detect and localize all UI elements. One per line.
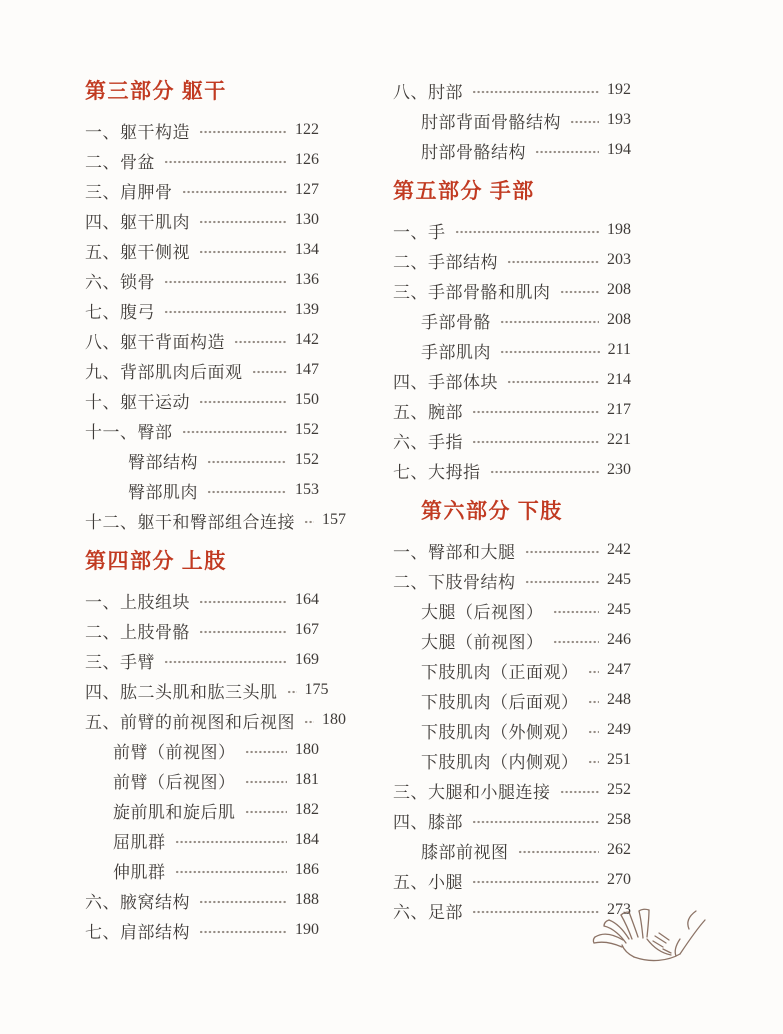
toc-entry	[85, 145, 319, 175]
toc-entry	[85, 175, 319, 205]
toc-entry-page-number: 247	[607, 661, 631, 678]
section-heading: 第六部分 下肢	[421, 499, 563, 523]
dotted-leader	[199, 248, 287, 256]
toc-entry-page-number: 153	[295, 481, 319, 498]
dotted-leader	[525, 578, 600, 586]
toc-entry-label: 七、肩部结构	[85, 922, 190, 942]
toc-entry-label: 五、腕部	[393, 402, 463, 422]
dotted-leader	[588, 728, 600, 736]
dotted-leader	[199, 628, 287, 636]
toc-entry-page-number: 193	[607, 111, 631, 128]
toc-entry-label: 旋前肌和旋后肌	[113, 802, 236, 822]
toc-entry-label: 六、足部	[393, 902, 463, 922]
toc-entry-label: 三、手部骨骼和肌肉	[393, 282, 551, 302]
toc-entry-page-number: 182	[295, 801, 319, 818]
toc-entry-label: 大腿（前视图）	[421, 632, 544, 652]
toc-entry	[85, 265, 319, 295]
dotted-leader	[199, 398, 287, 406]
toc-entry-page-number: 208	[607, 311, 631, 328]
toc-entry-label: 十二、躯干和臀部组合连接	[85, 512, 295, 532]
toc-entry-page-number: 152	[295, 421, 319, 438]
toc-entry-page-number: 180	[295, 741, 319, 758]
section-heading: 第四部分 上肢	[85, 549, 227, 573]
toc-entry	[393, 365, 631, 395]
dotted-leader	[518, 848, 600, 856]
dotted-leader	[472, 878, 599, 886]
toc-entry	[85, 585, 319, 615]
dotted-leader	[455, 228, 600, 236]
toc-entry-label: 下肢肌肉（外侧观）	[421, 722, 579, 742]
toc-entry	[85, 705, 346, 735]
toc-entry-label: 下肢肌肉（后面观）	[421, 692, 579, 712]
toc-entry-page-number: 252	[607, 781, 631, 798]
toc-entry-label: 六、锁骨	[85, 272, 155, 292]
toc-entry-page-number: 251	[607, 751, 631, 768]
toc-entry-page-number: 186	[295, 861, 319, 878]
section-heading: 第三部分 躯干	[85, 79, 227, 103]
dotted-leader	[304, 518, 314, 526]
toc-entry	[393, 215, 631, 245]
dotted-leader	[570, 118, 599, 126]
toc-entry	[393, 805, 631, 835]
dotted-leader	[207, 488, 287, 496]
toc-entry	[85, 675, 329, 705]
toc-entry-label: 二、手部结构	[393, 252, 498, 272]
toc-entry-label: 屈肌群	[113, 832, 166, 852]
toc-entry-label: 五、小腿	[393, 872, 463, 892]
toc-column-left	[85, 75, 346, 945]
toc-entry-label: 前臂（前视图）	[113, 742, 236, 762]
toc-entry-page-number: 245	[607, 601, 631, 618]
toc-entry-label: 二、下肢骨结构	[393, 572, 516, 592]
toc-entry-page-number: 142	[295, 331, 319, 348]
toc-entry-page-number: 230	[607, 461, 631, 478]
toc-entry-label: 四、肱二头肌和肱三头肌	[85, 682, 278, 702]
toc-entry-label: 八、肘部	[393, 82, 463, 102]
toc-entry-page-number: 248	[607, 691, 631, 708]
dotted-leader	[500, 318, 599, 326]
toc-entry-page-number: 262	[607, 841, 631, 858]
dotted-leader	[199, 128, 287, 136]
toc-entry-page-number: 221	[607, 431, 631, 448]
toc-entry-label: 三、肩胛骨	[85, 182, 173, 202]
dotted-leader	[234, 338, 287, 346]
dotted-leader	[245, 808, 288, 816]
dotted-leader	[245, 778, 288, 786]
toc-entry	[393, 715, 631, 745]
toc-entry-label: 二、上肢骨骼	[85, 622, 190, 642]
toc-entry-page-number: 152	[295, 451, 319, 468]
toc-entry	[85, 825, 319, 855]
dotted-leader	[535, 148, 599, 156]
dotted-leader	[553, 608, 600, 616]
toc-entry	[85, 885, 319, 915]
dotted-leader	[472, 438, 599, 446]
toc-entry-page-number: 122	[295, 121, 319, 138]
toc-entry-page-number: 190	[295, 921, 319, 938]
toc-entry-label: 大腿（后视图）	[421, 602, 544, 622]
toc-entry	[393, 835, 631, 865]
section-heading: 第五部分 手部	[393, 179, 535, 203]
toc-entry-page-number: 273	[607, 901, 631, 918]
toc-entry-label: 二、骨盆	[85, 152, 155, 172]
toc-entry-label: 一、上肢组块	[85, 592, 190, 612]
toc-entry	[393, 245, 631, 275]
toc-entry	[393, 685, 631, 715]
toc-entry-page-number: 246	[607, 631, 631, 648]
dotted-leader	[199, 898, 287, 906]
dotted-leader	[245, 748, 288, 756]
toc-entry-page-number: 214	[607, 371, 631, 388]
toc-entry	[85, 735, 319, 765]
toc-entry-label: 十、躯干运动	[85, 392, 190, 412]
toc-entry-label: 四、躯干肌肉	[85, 212, 190, 232]
toc-entry	[393, 135, 631, 165]
dotted-leader	[287, 688, 297, 696]
toc-entry	[393, 275, 631, 305]
toc-entry-label: 七、腹弓	[85, 302, 155, 322]
toc-entry	[393, 865, 631, 895]
toc-entry	[85, 915, 319, 945]
toc-entry	[393, 105, 631, 135]
toc-entry-label: 肘部骨骼结构	[421, 142, 526, 162]
toc-entry	[85, 645, 319, 675]
toc-entry-page-number: 217	[607, 401, 631, 418]
toc-entry-page-number: 164	[295, 591, 319, 608]
dotted-leader	[199, 928, 287, 936]
toc-entry	[85, 855, 319, 885]
toc-entry-label: 手部骨骼	[421, 312, 491, 332]
toc-entry-label: 四、膝部	[393, 812, 463, 832]
toc-entry-label: 下肢肌肉（正面观）	[421, 662, 579, 682]
toc-entry	[393, 335, 631, 365]
dotted-leader	[252, 368, 288, 376]
toc-entry-page-number: 184	[295, 831, 319, 848]
toc-entry	[85, 295, 319, 325]
toc-entry-page-number: 180	[322, 711, 346, 728]
toc-entry-page-number: 194	[607, 141, 631, 158]
toc-entry	[393, 75, 631, 105]
toc-entry-label: 前臂（后视图）	[113, 772, 236, 792]
dotted-leader	[507, 258, 599, 266]
toc-entry-label: 臀部结构	[128, 452, 198, 472]
toc-entry	[393, 655, 631, 685]
dotted-leader	[560, 788, 600, 796]
toc-entry-page-number: 249	[607, 721, 631, 738]
toc-entry-label: 八、躯干背面构造	[85, 332, 225, 352]
toc-entry-label: 膝部前视图	[421, 842, 509, 862]
dotted-leader	[490, 468, 600, 476]
toc-entry-page-number: 167	[295, 621, 319, 638]
toc-entry	[393, 425, 631, 455]
toc-entry-label: 一、躯干构造	[85, 122, 190, 142]
toc-entry	[393, 305, 631, 335]
toc-entry-label: 伸肌群	[113, 862, 166, 882]
toc-entry	[85, 235, 319, 265]
dotted-leader	[472, 908, 599, 916]
toc-entry	[85, 795, 319, 825]
dotted-leader	[175, 838, 288, 846]
toc-entry	[85, 505, 346, 535]
dotted-leader	[588, 758, 600, 766]
toc-entry	[393, 625, 631, 655]
dotted-leader	[182, 188, 288, 196]
toc-entry-page-number: 242	[607, 541, 631, 558]
toc-entry	[85, 115, 319, 145]
toc-entry-label: 一、臀部和大腿	[393, 542, 516, 562]
toc-entry-page-number: 270	[607, 871, 631, 888]
toc-entry-label: 五、躯干侧视	[85, 242, 190, 262]
toc-entry-page-number: 203	[607, 251, 631, 268]
toc-entry-page-number: 139	[295, 301, 319, 318]
toc-entry-label: 六、腋窝结构	[85, 892, 190, 912]
toc-entry-page-number: 147	[295, 361, 319, 378]
toc-entry-label: 手部肌肉	[421, 342, 491, 362]
toc-entry-page-number: 175	[304, 681, 329, 698]
toc-entry-label: 一、手	[393, 222, 446, 242]
toc-entry-page-number: 258	[607, 811, 631, 828]
toc-entry-label: 九、背部肌肉后面观	[85, 362, 243, 382]
toc-entry	[85, 415, 319, 445]
toc-entry-label: 七、大拇指	[393, 462, 481, 482]
toc-entry-page-number: 134	[295, 241, 319, 258]
toc-entry-label: 四、手部体块	[393, 372, 498, 392]
toc-entry	[85, 385, 319, 415]
toc-entry-page-number: 169	[295, 651, 319, 668]
toc-entry	[85, 355, 319, 385]
hand-sketch-illustration	[590, 906, 716, 978]
toc-entry	[85, 615, 319, 645]
toc-entry	[393, 455, 631, 485]
dotted-leader	[500, 348, 600, 356]
toc-entry-page-number: 127	[295, 181, 319, 198]
toc-entry-label: 下肢肌肉（内侧观）	[421, 752, 579, 772]
open-hand-sketch-icon	[590, 906, 716, 978]
toc-entry-label: 十一、臀部	[85, 422, 173, 442]
toc-entry	[85, 445, 319, 475]
toc-entry-page-number: 136	[295, 271, 319, 288]
dotted-leader	[588, 698, 600, 706]
dotted-leader	[175, 868, 288, 876]
toc-entry-label: 五、前臂的前视图和后视图	[85, 712, 295, 732]
dotted-leader	[525, 548, 600, 556]
toc-entry	[393, 595, 631, 625]
dotted-leader	[199, 598, 287, 606]
toc-entry-page-number: 245	[607, 571, 631, 588]
toc-entry-label: 三、大腿和小腿连接	[393, 782, 551, 802]
toc-entry-page-number: 188	[295, 891, 319, 908]
toc-entry	[85, 475, 319, 505]
dotted-leader	[507, 378, 599, 386]
toc-entry-label: 肘部背面骨骼结构	[421, 112, 561, 132]
toc-entry	[85, 325, 319, 355]
toc-entry-page-number: 192	[607, 81, 631, 98]
toc-entry	[393, 745, 631, 775]
toc-entry-page-number: 157	[322, 511, 346, 528]
toc-entry	[85, 765, 319, 795]
dotted-leader	[588, 668, 600, 676]
dotted-leader	[472, 818, 599, 826]
toc-entry-label: 六、手指	[393, 432, 463, 452]
dotted-leader	[182, 428, 288, 436]
toc-entry	[393, 535, 631, 565]
toc-entry	[393, 395, 631, 425]
toc-column-right	[393, 75, 631, 925]
toc-entry-page-number: 130	[295, 211, 319, 228]
dotted-leader	[304, 718, 314, 726]
dotted-leader	[164, 158, 287, 166]
dotted-leader	[207, 458, 287, 466]
dotted-leader	[472, 408, 599, 416]
toc-entry-label: 臀部肌肉	[128, 482, 198, 502]
toc-entry-page-number: 211	[607, 341, 631, 358]
dotted-leader	[472, 88, 599, 96]
toc-entry-page-number: 181	[295, 771, 319, 788]
dotted-leader	[164, 658, 287, 666]
toc-entry	[85, 205, 319, 235]
toc-entry-page-number: 126	[295, 151, 319, 168]
toc-entry-page-number: 198	[607, 221, 631, 238]
toc-entry	[393, 565, 631, 595]
dotted-leader	[553, 638, 600, 646]
toc-entry-page-number: 150	[295, 391, 319, 408]
dotted-leader	[560, 288, 600, 296]
dotted-leader	[164, 278, 287, 286]
toc-entry-page-number: 208	[607, 281, 631, 298]
toc-entry	[393, 775, 631, 805]
dotted-leader	[164, 308, 287, 316]
toc-entry-label: 三、手臂	[85, 652, 155, 672]
dotted-leader	[199, 218, 287, 226]
